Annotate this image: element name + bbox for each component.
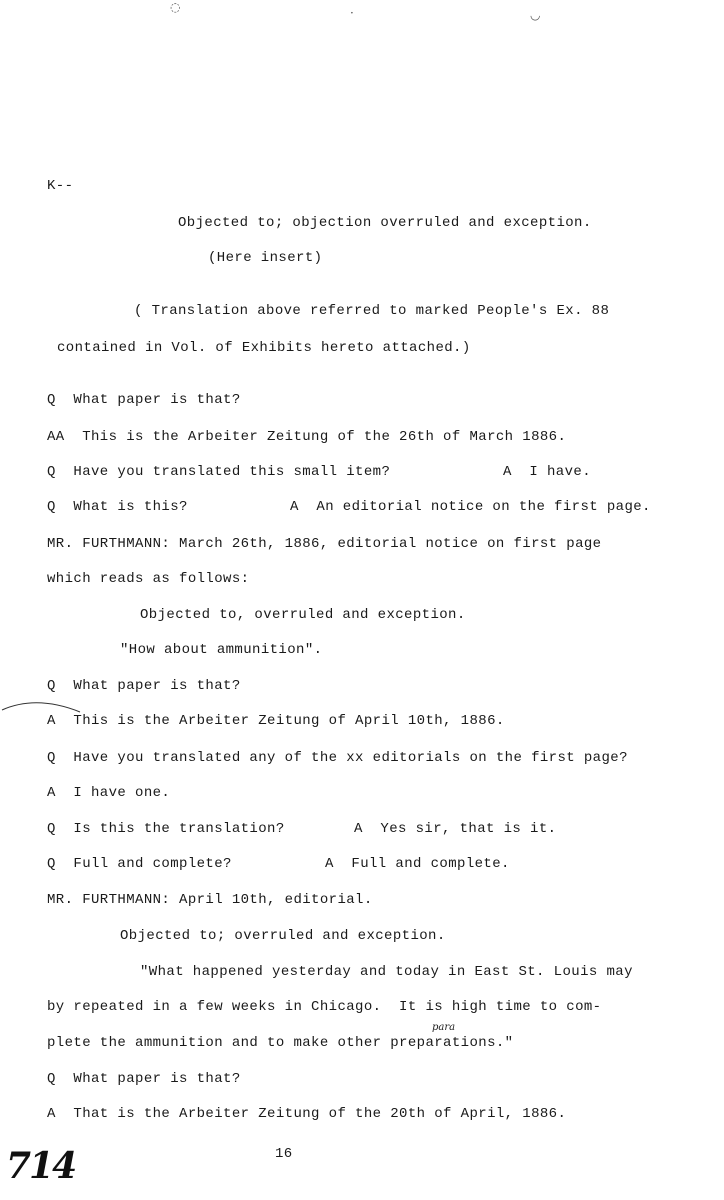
- answer-line: A Yes sir, that is it.: [354, 821, 557, 837]
- objection-line: Objected to; objection overruled and exception.: [178, 215, 592, 231]
- question-line: Q Have you translated this small item?: [47, 464, 391, 480]
- answer-line: A An editorial notice on the first page.: [290, 499, 651, 515]
- question-line: Q What is this?: [47, 499, 188, 515]
- answer-line: A I have one.: [47, 785, 171, 801]
- translation-note: ( Translation above referred to marked People's Ex. 88: [134, 303, 610, 319]
- objection-line: Objected to; overruled and exception.: [120, 928, 446, 944]
- top-stamp-mark: ◌: [170, 0, 181, 14]
- question-line: Q Have you translated any of the xx editorials on the first page?: [47, 750, 628, 766]
- translation-note-cont: contained in Vol. of Exhibits hereto attached.): [57, 340, 471, 356]
- question-line: Q Is this the translation?: [47, 821, 285, 837]
- quoted-editorial-title: "How about ammunition".: [120, 642, 323, 658]
- quoted-editorial: plete the ammunition and to make other preparations.": [47, 1035, 514, 1051]
- counsel-statement: MR. FURTHMANN: April 10th, editorial.: [47, 892, 373, 908]
- answer-line: A That is the Arbeiter Zeitung of the 20th of April, 1886.: [47, 1106, 567, 1122]
- answer-line: A Full and complete.: [325, 856, 510, 872]
- question-line: Q What paper is that?: [47, 1071, 241, 1087]
- answer-line: A This is the Arbeiter Zeitung of April 10th, 1886.: [47, 713, 505, 729]
- objection-line: Objected to, overruled and exception.: [140, 607, 466, 623]
- question-line: Q What paper is that?: [47, 392, 241, 408]
- section-mark: K--: [47, 178, 74, 194]
- question-line: Q Full and complete?: [47, 856, 232, 872]
- answer-line: A I have.: [503, 464, 592, 480]
- answer-line: AA This is the Arbeiter Zeitung of the 26th of March 1886.: [47, 429, 567, 445]
- top-stamp-mark: ·: [350, 6, 354, 20]
- quoted-editorial: by repeated in a few weeks in Chicago. It is high time to com-: [47, 999, 602, 1015]
- quoted-editorial: "What happened yesterday and today in East St. Louis may: [140, 964, 633, 980]
- page-number: 16: [275, 1146, 293, 1162]
- counsel-statement: MR. FURTHMANN: March 26th, 1886, editorial notice on first page: [47, 536, 602, 552]
- question-line: Q What paper is that?: [47, 678, 241, 694]
- handwritten-annotation: para: [432, 1022, 456, 1033]
- handwritten-page-number: 714: [6, 1145, 76, 1187]
- insert-note: (Here insert): [208, 250, 323, 266]
- top-stamp-mark: ◡: [530, 8, 541, 22]
- counsel-statement-cont: which reads as follows:: [47, 571, 250, 587]
